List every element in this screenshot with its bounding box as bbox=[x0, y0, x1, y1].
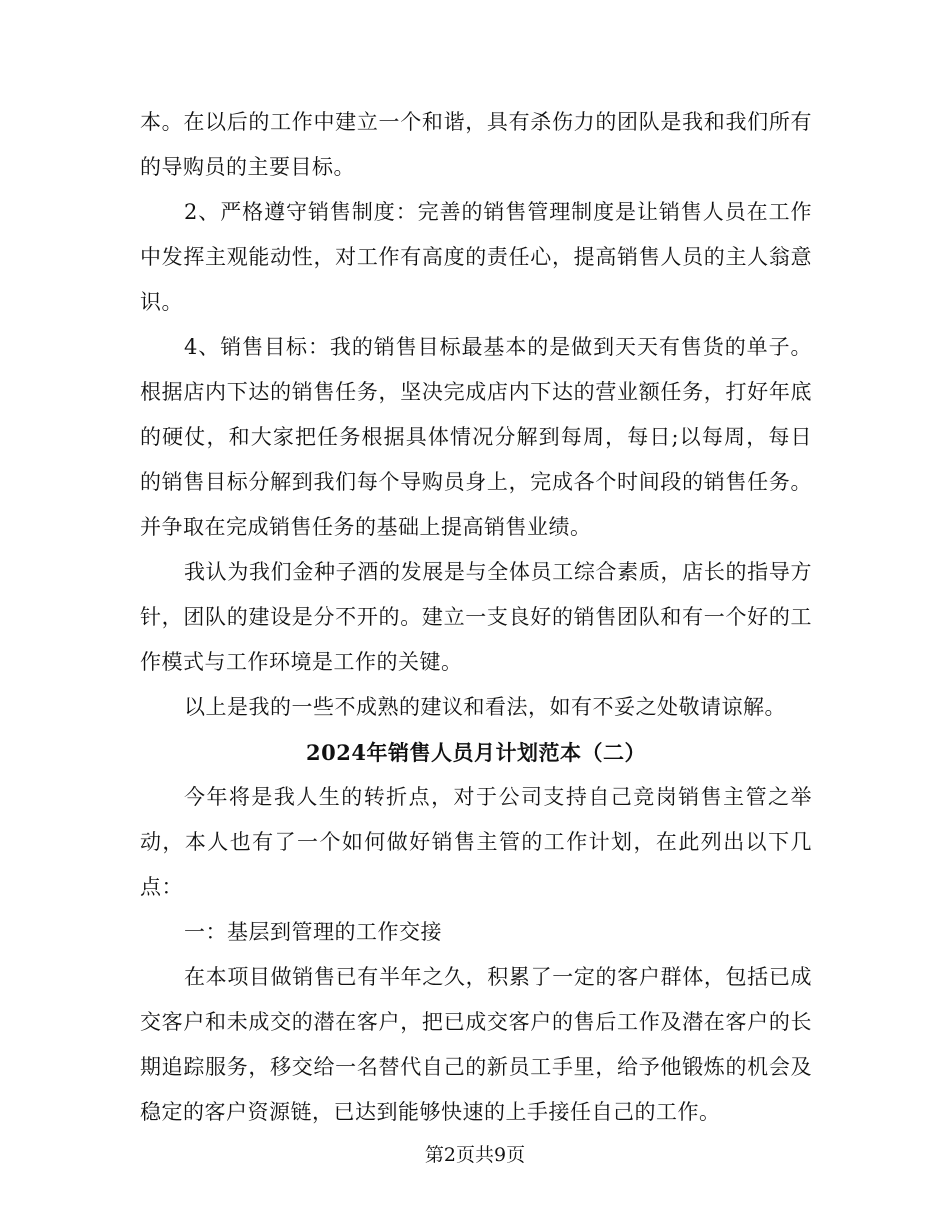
paragraph-sales-rules: 2、严格遵守销售制度：完善的销售管理制度是让销售人员在工作中发挥主观能动性，对工作有高度的责任心，提高销售人员的主人翁意识。 bbox=[140, 200, 812, 314]
document-body bbox=[140, 100, 812, 1135]
page-number: 第2页共9页 bbox=[424, 1144, 526, 1166]
paragraph-introduction: 今年将是我人生的转折点，对于公司支持自己竞岗销售主管之举动，本人也有了一个如何做好销售主管的工作计划，在此列出以下几点： bbox=[140, 785, 812, 899]
section-heading: 2024年销售人员月计划范本（二） bbox=[306, 740, 646, 765]
paragraph-team-goal: 本。在以后的工作中建立一个和谐，具有杀伤力的团队是我和我们所有的导购员的主要目标。 bbox=[140, 110, 812, 179]
paragraph-point-one-title: 一：基层到管理的工作交接 bbox=[184, 920, 442, 944]
paragraph-sales-target: 4、销售目标：我的销售目标最基本的是做到天天有售货的单子。根据店内下达的销售任务，坚决完成店内下达的营业额任务，打好年底的硬仗，和大家把任务根据具体情况分解到每周，每日;以每周，每日的销售目标分解到我们每个导购员身上，完成各个时间段的销售任务。并争取在完成销售任务的基础上提高销售业绩。 bbox=[140, 335, 812, 539]
paragraph-handover: 在本项目做销售已有半年之久，积累了一定的客户群体，包括已成交客户和未成交的潜在客户，把已成交客户的售后工作及潜在客户的长期追踪服务，移交给一名替代自己的新员工手里，给予他锻炼的机会及稳定的客户资源链，已达到能够快速的上手接任自己的工作。 bbox=[140, 965, 812, 1124]
paragraph-closing-remark: 以上是我的一些不成熟的建议和看法，如有不妥之处敬请谅解。 bbox=[184, 695, 786, 719]
paragraph-team-building: 我认为我们金种子酒的发展是与全体员工综合素质，店长的指导方针，团队的建设是分不开的。建立一支良好的销售团队和有一个好的工作模式与工作环境是工作的关键。 bbox=[140, 560, 812, 674]
